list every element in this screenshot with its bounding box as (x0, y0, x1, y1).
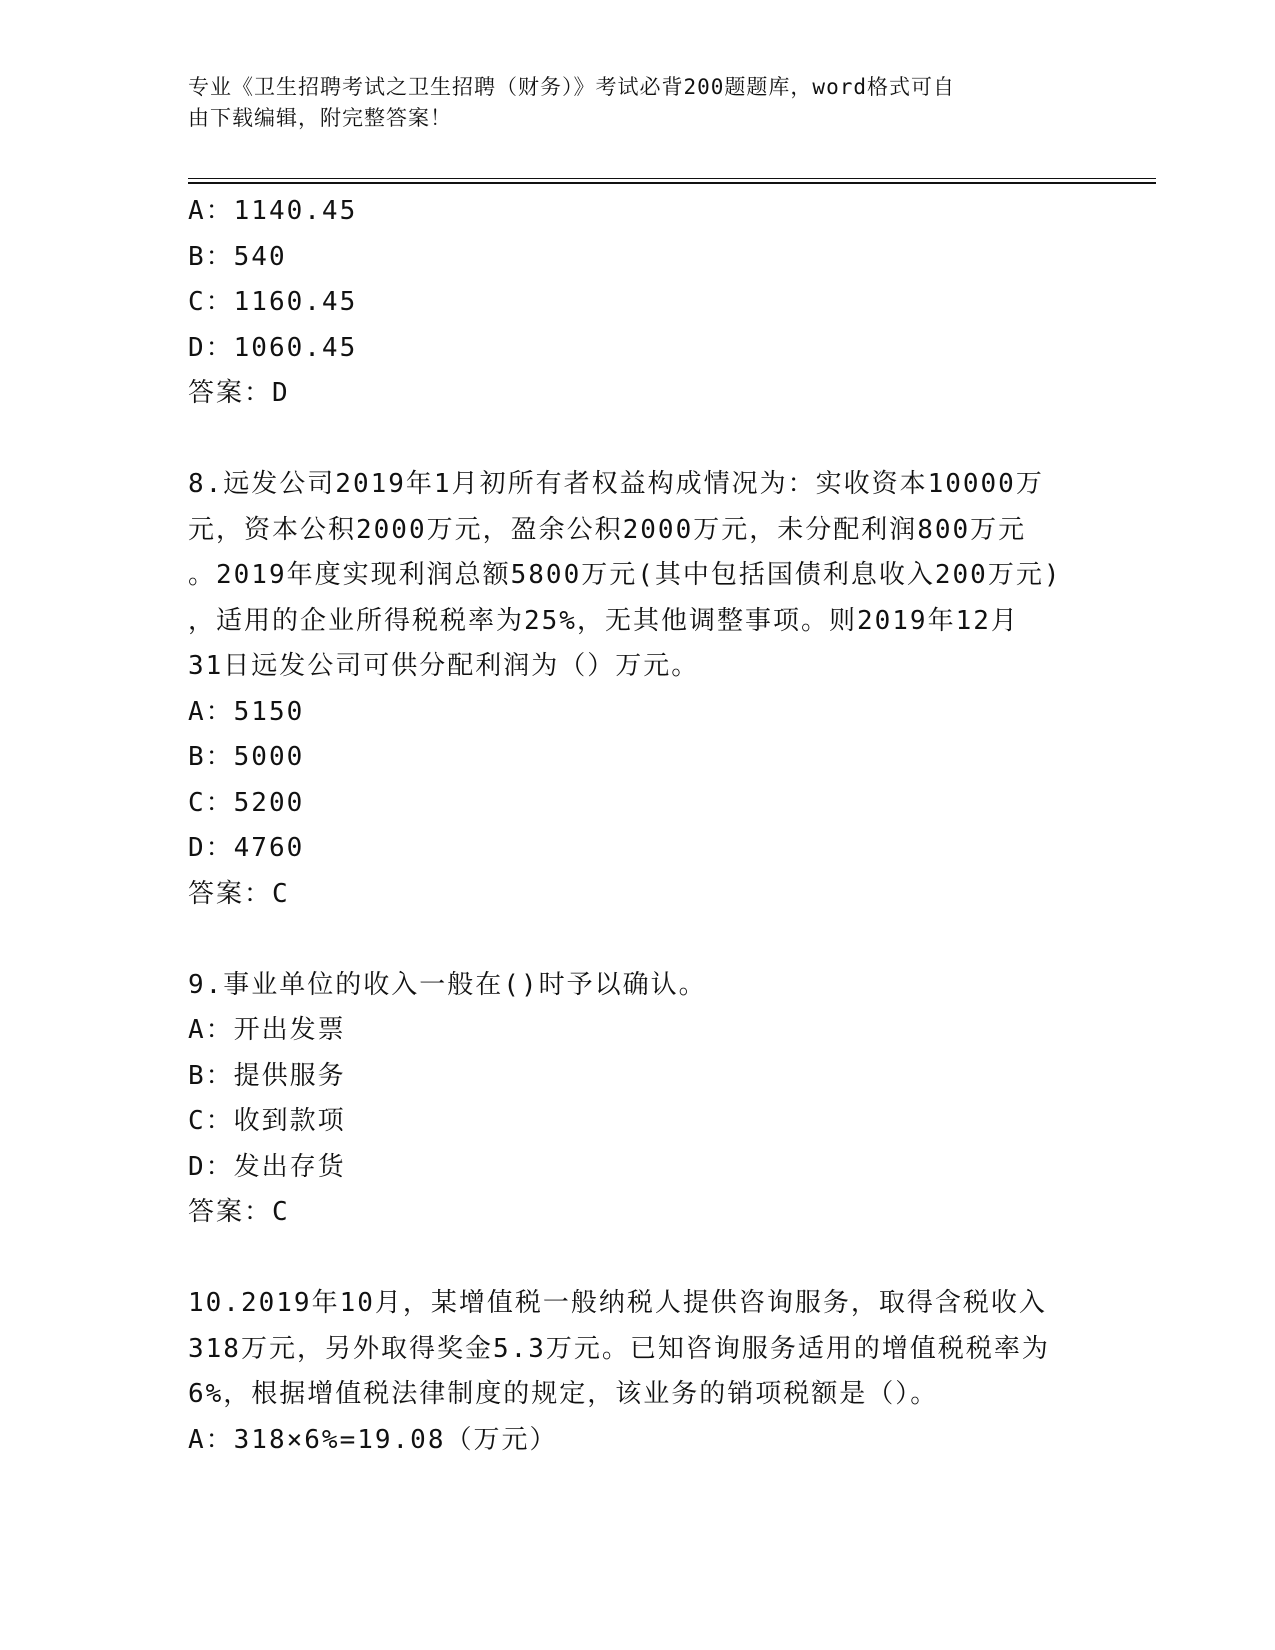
question-stem-line: 8.远发公司2019年1月初所有者权益构成情况为：实收资本10000万 (188, 469, 1044, 499)
question-stem-line: 9.事业单位的收入一般在()时予以确认。 (188, 969, 707, 1000)
header-line-2: 由下载编辑，附完整答案！ (188, 106, 452, 130)
answer-line: 答案：D (188, 378, 290, 408)
option-b: B：5000 (188, 742, 305, 772)
question-stem-line: 元，资本公积2000万元，盈余公积2000万元，未分配利润800万元 (188, 514, 1027, 545)
option-d: D：4760 (188, 833, 305, 863)
question-stem-line: ，适用的企业所得税税率为25%，无其他调整事项。则2019年12月 (188, 605, 1019, 636)
header-line-1: 专业《卫生招聘考试之卫生招聘（财务）》考试必背200题题库，word格式可自 (188, 75, 955, 99)
option-c: C：1160.45 (188, 287, 358, 317)
question-8 (188, 462, 1078, 917)
option-a: A：开出发票 (188, 1015, 346, 1045)
question-stem-line: 318万元，另外取得奖金5.3万元。已知咨询服务适用的增值税税率为 (188, 1333, 1050, 1364)
option-a: A：1140.45 (188, 196, 358, 226)
question-stem-line: 6%，根据增值税法律制度的规定，该业务的销项税额是（）。 (188, 1379, 939, 1409)
option-c: C：5200 (188, 787, 305, 818)
question-10 (188, 1281, 1078, 1463)
answer-line: 答案：C (188, 1197, 290, 1227)
option-a: A：5150 (188, 696, 305, 727)
question-stem-line: 。2019年度实现利润总额5800万元(其中包括国债利息收入200万元) (188, 560, 1062, 590)
option-a: A：318×6%=19.08（万元） (188, 1424, 558, 1455)
question-7-options (188, 189, 1078, 417)
document-header (188, 72, 1068, 134)
spacer (188, 1236, 1078, 1282)
header-divider-thin (188, 178, 1156, 179)
question-9 (188, 963, 1078, 1236)
spacer (188, 417, 1078, 463)
question-stem-line: 31日远发公司可供分配利润为（）万元。 (188, 651, 700, 681)
answer-line: 答案：C (188, 878, 290, 909)
option-d: D：发出存货 (188, 1151, 346, 1182)
option-b: B：540 (188, 241, 287, 272)
question-stem-line: 10.2019年10月，某增值税一般纳税人提供咨询服务，取得含税收入 (188, 1288, 1047, 1318)
spacer (188, 917, 1078, 963)
option-d: D：1060.45 (188, 332, 358, 363)
question-content (188, 189, 1078, 1463)
header-divider-thick (188, 182, 1156, 184)
option-b: B：提供服务 (188, 1060, 346, 1091)
option-c: C：收到款项 (188, 1106, 346, 1136)
